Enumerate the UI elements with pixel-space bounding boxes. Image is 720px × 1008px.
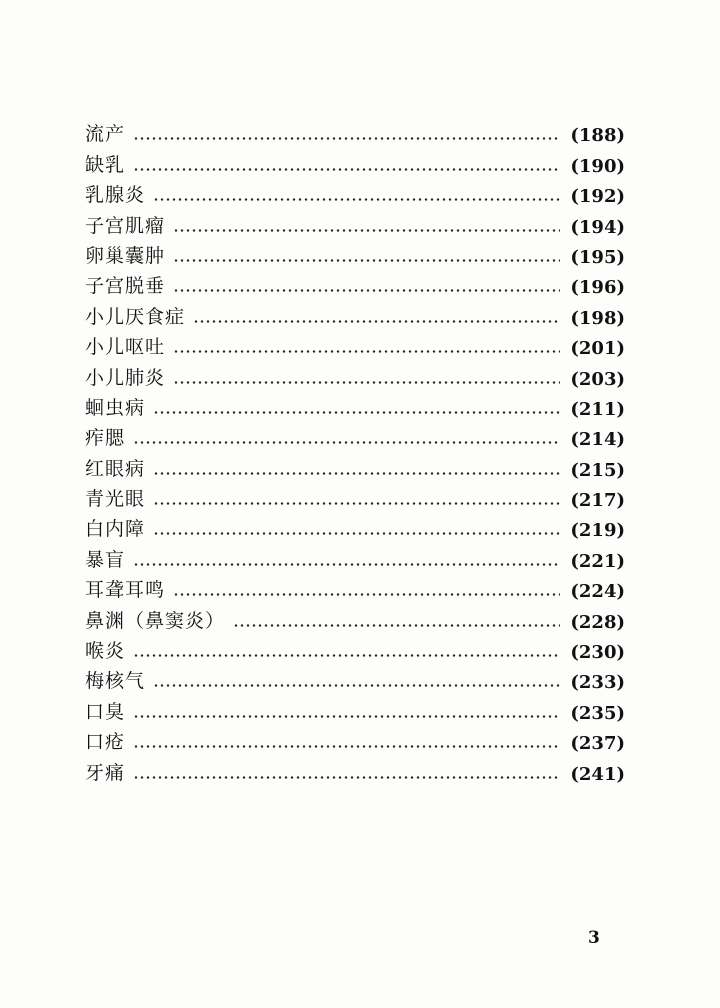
dot-leader <box>153 411 560 414</box>
dot-leader <box>153 684 560 687</box>
toc-entry-title: 缺乳 <box>85 153 126 176</box>
toc-entry-page: (201) <box>570 338 625 360</box>
dot-leader <box>133 563 560 566</box>
toc-entry-title: 鼻渊（鼻窦炎） <box>85 609 226 632</box>
toc-entry <box>85 663 625 693</box>
dot-leader <box>193 320 560 323</box>
toc-entry-page: (237) <box>570 733 625 755</box>
toc-entry-title: 红眼病 <box>85 457 146 480</box>
toc-entry-page: (221) <box>570 550 625 572</box>
dot-leader <box>133 168 560 171</box>
toc-entry-page: (188) <box>570 125 625 147</box>
toc-entry-title: 小儿呕吐 <box>85 336 166 359</box>
toc-entry-page: (195) <box>570 246 625 268</box>
toc-entry-page: (214) <box>570 429 625 451</box>
toc-entry-title: 白内障 <box>85 518 146 541</box>
dot-leader <box>173 289 560 292</box>
toc-entry <box>85 207 625 237</box>
toc-entry <box>85 572 625 602</box>
toc-entry-page: (211) <box>570 398 625 420</box>
toc-entry <box>85 329 625 359</box>
toc-entry-page: (194) <box>570 216 625 238</box>
toc-entry-page: (228) <box>570 611 625 633</box>
dot-leader <box>133 715 560 718</box>
toc-entry-title: 小儿厌食症 <box>85 305 186 328</box>
toc-entry-page: (235) <box>570 702 625 724</box>
toc-entry-page: (230) <box>570 642 625 664</box>
toc-entry-title: 痄腮 <box>85 427 126 450</box>
dot-leader <box>173 350 560 353</box>
page-number: 3 <box>588 928 600 948</box>
toc-entry-title: 小儿肺炎 <box>85 366 166 389</box>
toc-entry <box>85 238 625 268</box>
toc-entry-page: (190) <box>570 155 625 177</box>
dot-leader <box>133 441 560 444</box>
dot-leader <box>153 472 560 475</box>
toc-entry-page: (198) <box>570 307 625 329</box>
toc-entry-page: (217) <box>570 490 625 512</box>
dot-leader <box>173 593 560 596</box>
dot-leader <box>133 137 560 140</box>
dot-leader <box>173 229 560 232</box>
dot-leader <box>133 776 560 779</box>
toc-entry <box>85 633 625 663</box>
toc-entry-page: (224) <box>570 581 625 603</box>
toc-entry-title: 口臭 <box>85 700 126 723</box>
toc-entry <box>85 116 625 146</box>
toc-entry <box>85 693 625 723</box>
dot-leader <box>153 532 560 535</box>
toc-entry <box>85 602 625 632</box>
dot-leader <box>153 502 560 505</box>
toc-entry-title: 耳聋耳鸣 <box>85 579 166 602</box>
toc-entry <box>85 511 625 541</box>
dot-leader <box>173 381 560 384</box>
toc-entry-title: 流产 <box>85 123 126 146</box>
dot-leader <box>133 654 560 657</box>
toc-entry <box>85 420 625 450</box>
toc-entry-title: 梅核气 <box>85 670 146 693</box>
toc-entry-title: 子宫脱垂 <box>85 275 166 298</box>
table-of-contents <box>85 116 625 785</box>
toc-entry-page: (196) <box>570 277 625 299</box>
dot-leader <box>233 624 560 627</box>
toc-entry <box>85 724 625 754</box>
toc-entry <box>85 450 625 480</box>
dot-leader <box>173 259 560 262</box>
toc-entry-page: (192) <box>570 186 625 208</box>
toc-entry-title: 口疮 <box>85 731 126 754</box>
toc-entry-page: (203) <box>570 368 625 390</box>
toc-entry <box>85 146 625 176</box>
toc-entry-page: (233) <box>570 672 625 694</box>
toc-entry-title: 卵巢囊肿 <box>85 244 166 267</box>
dot-leader <box>133 745 560 748</box>
toc-entry <box>85 541 625 571</box>
toc-entry <box>85 359 625 389</box>
toc-entry <box>85 390 625 420</box>
toc-entry-page: (241) <box>570 763 625 785</box>
toc-entry-title: 子宫肌瘤 <box>85 214 166 237</box>
toc-entry <box>85 481 625 511</box>
toc-entry-title: 牙痛 <box>85 761 126 784</box>
toc-entry <box>85 177 625 207</box>
toc-entry <box>85 754 625 784</box>
toc-entry-title: 青光眼 <box>85 488 146 511</box>
toc-entry-page: (215) <box>570 459 625 481</box>
toc-entry-title: 喉炎 <box>85 640 126 663</box>
toc-entry-title: 乳腺炎 <box>85 184 146 207</box>
toc-entry <box>85 298 625 328</box>
toc-entry <box>85 268 625 298</box>
toc-entry-page: (219) <box>570 520 625 542</box>
toc-entry-title: 蛔虫病 <box>85 396 146 419</box>
toc-entry-title: 暴盲 <box>85 548 126 571</box>
dot-leader <box>153 198 560 201</box>
